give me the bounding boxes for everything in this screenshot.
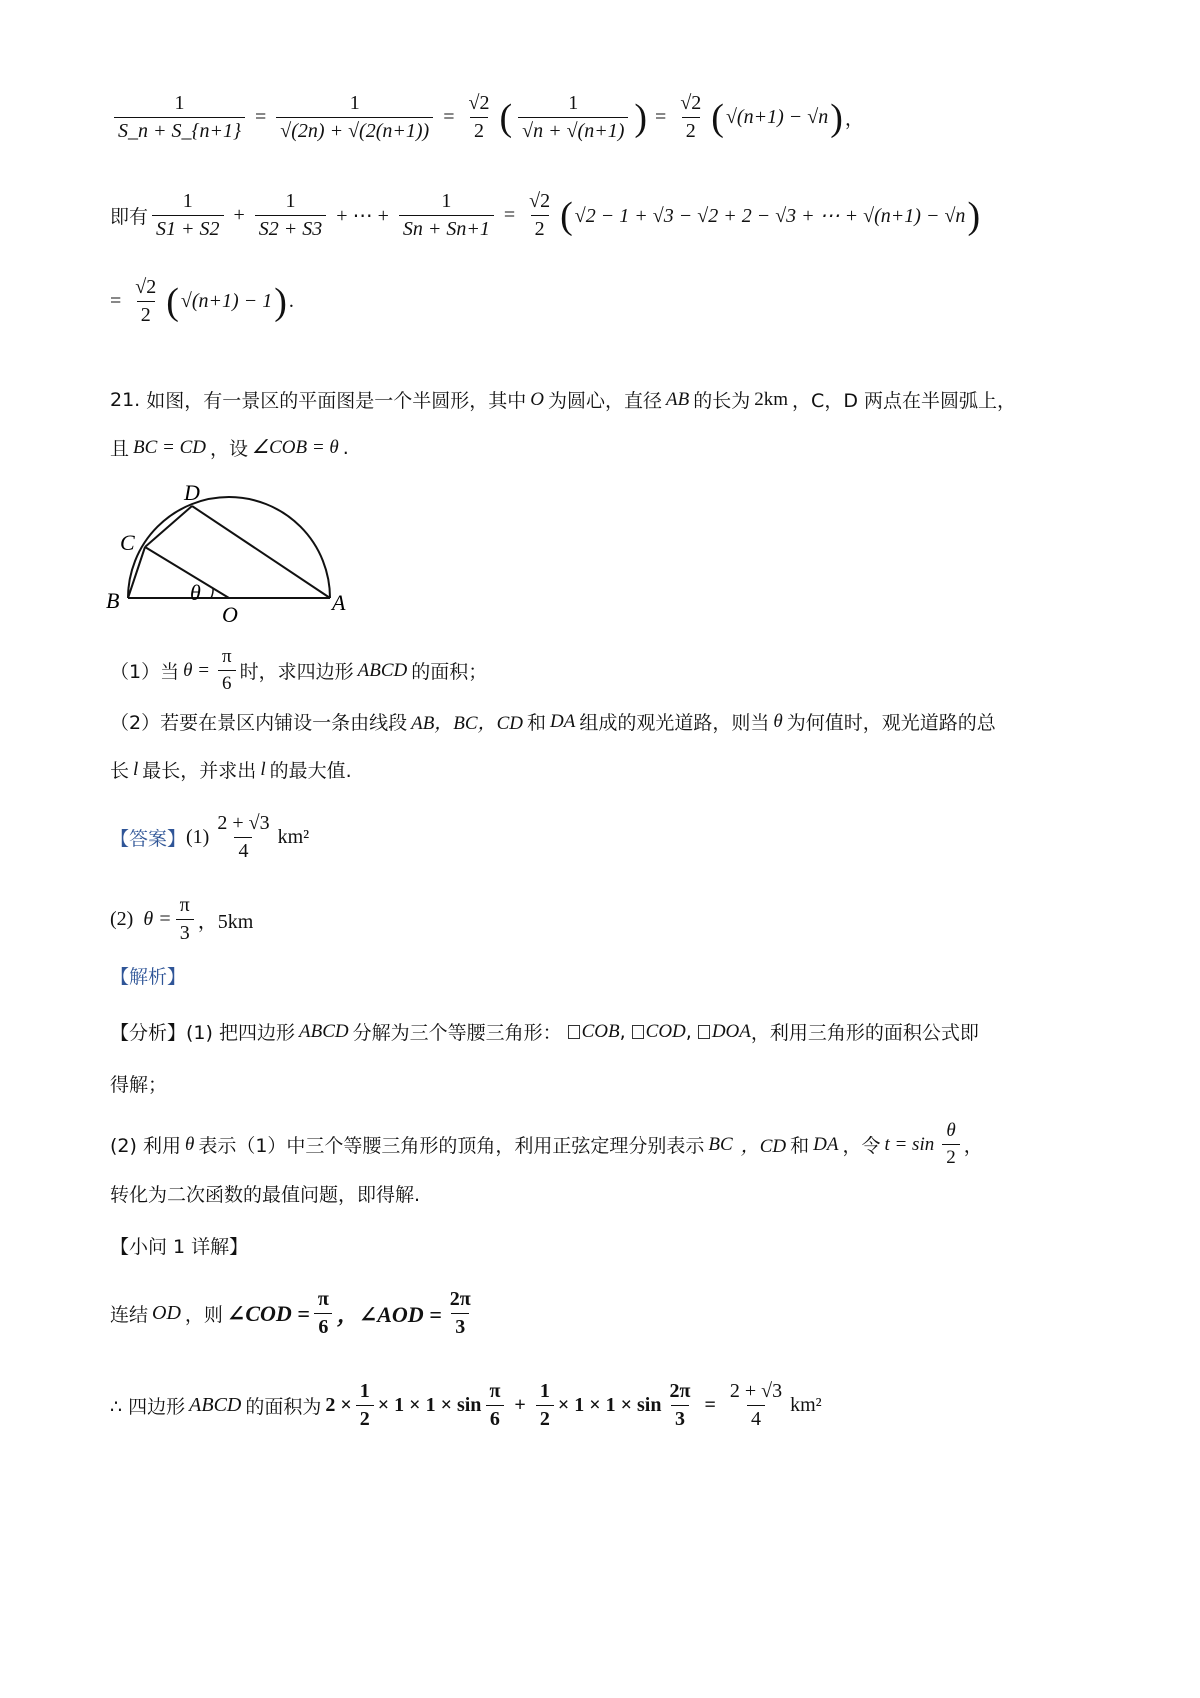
fraction: $\frac{2 + √3}{4}$ (729, 1380, 783, 1430)
triangle-symbol-box (698, 1025, 710, 1039)
question-2-line-2: 长 l 最长，并求出 l 的最大值. (110, 758, 352, 782)
fraction: $\frac{√2}{2}$ (529, 190, 551, 240)
analysis-part-2: (2) 利用 θ 表示（1）中三个等腰三角形的顶角，利用正弦定理分别表示 BC ，CD 和 DA ，令 t = sin $\frac{\theta}{2}$ ， (110, 1120, 983, 1168)
fraction: $\frac{1}{Sn + Sn+1}$ (399, 190, 494, 241)
question-2-line-1: （2）若要在景区内铺设一条由线段 AB，BC，CD 和 DA 组成的观光道路，则当 θ 为何值时，观光道路的总 (110, 710, 996, 734)
detail-label: 【小问 1 详解】 (110, 1236, 249, 1258)
fraction: $\frac{1}{√(2n) + √(2(n+1))}$ (276, 92, 433, 143)
analysis-part-3: 转化为二次函数的最值问题，即得解. (110, 1184, 421, 1206)
question-1: （1）当 θ = $\frac{\pi}{6}$ 时，求四边形 ABCD 的面积； (110, 646, 488, 694)
answer-part-1: 【答案】 (1) $\frac{2 + √3}{4}$ km² (110, 812, 310, 862)
fraction: $\frac{\theta}{2}$ (942, 1120, 960, 1169)
fraction: $\frac{2\pi}{3}$ (669, 1380, 691, 1430)
fraction: $\frac{2\pi}{3}$ (449, 1288, 471, 1338)
fraction: $\frac{√2}{2}$ (468, 92, 490, 142)
label-d: D (184, 480, 200, 505)
label-c: C (120, 530, 135, 555)
fraction: $\frac{1}{2}$ (356, 1380, 374, 1431)
semicircle-arc (128, 497, 330, 598)
segment-co (145, 547, 229, 598)
analysis-line-2: 得解； (110, 1074, 168, 1096)
segment-da (192, 506, 330, 598)
triangle-symbol-box (568, 1025, 580, 1039)
analysis-tag: 【解析】 (110, 966, 187, 988)
label-theta: θ (190, 580, 201, 605)
label-b: B (106, 588, 120, 613)
fraction: $\frac{1}{2}$ (536, 1380, 554, 1431)
fraction: $\frac{1}{S\_n + S\_\{n+1\}}$ (114, 92, 245, 143)
detail-line-2: ∴ 四边形 ABCD 的面积为 2 × $\frac{1}{2}$ × 1 × 1 × sin $\frac{\pi}{6}$ + $\frac{1}{2}$ × 1 × 1 × sin $\frac{2\pi}{3}$ = $\frac{2 + √3}{4}$ km² (110, 1380, 822, 1430)
fraction: $\frac{2 + √3}{4}$ (217, 812, 270, 862)
fraction: $\frac{\pi}{6}$ (485, 1380, 504, 1431)
problem-statement-line-2: 且 BC = CD ，设 ∠COB = θ . (110, 436, 349, 460)
label-a: A (332, 590, 346, 615)
formula-line-3: = $\frac{√2}{2}$ ( √(n+1) − 1 ) . (110, 276, 294, 326)
formula-line-2: 即有 $\frac{1}{S1 + S2}$ + $\frac{1}{S2 + S3}$ + ⋯ + $\frac{1}{Sn + Sn+1}$ = $\frac{√2}{2}$ ( √2 − 1 + √3 − √2 + 2 − √3 + ⋯ + √(n+1) − √n ) (110, 190, 981, 240)
analysis-line-1: 【分析】 (1) 把四边形 ABCD 分解为三个等腰三角形： COB , COD , DOA ，利用三角形的面积公式即 (110, 1020, 979, 1044)
fraction: $\frac{1}{S2 + S3}$ (255, 190, 327, 241)
answer-tag: 【答案】 (110, 828, 187, 850)
fraction: $\frac{1}{√n + √(n+1)}$ (518, 92, 628, 143)
fraction: $\frac{√2}{2}$ (135, 276, 157, 326)
problem-statement-line-1: 21. 如图，有一景区的平面图是一个半圆形，其中 O 为圆心，直径 AB 的长为 2km ，C，D 两点在半圆弧上， (110, 388, 1016, 412)
answer-part-2: (2) θ = $\frac{\pi}{3}$ ，5km (110, 894, 254, 944)
fraction: $\frac{\pi}{6}$ (218, 646, 236, 695)
fraction: $\frac{1}{S1 + S2}$ (152, 190, 224, 241)
segment-cd (145, 506, 192, 547)
detail-line-1: 连结 OD ，则 ∠COD = $\frac{\pi}{6}$ ，∠AOD = $\frac{2\pi}{3}$ (110, 1288, 479, 1339)
angle-arc (211, 588, 213, 598)
fraction: $\frac{\pi}{6}$ (314, 1288, 333, 1339)
fraction: $\frac{\pi}{3}$ (176, 894, 194, 945)
label-o: O (222, 602, 238, 627)
fraction: $\frac{√2}{2}$ (680, 92, 702, 142)
formula-line-1: $\frac{1}{S\_n + S\_\{n+1\}}$ = $\frac{1}{√(2n) + √(2(n+1))}$ = $\frac{√2}{2}$ ( $\frac{1}{√n + √(n+1)}$ ) = $\frac{√2}{2}$ ( √(n+1) − √n ) ， (110, 92, 864, 143)
semicircle-figure (100, 470, 380, 630)
triangle-symbol-box (632, 1025, 644, 1039)
